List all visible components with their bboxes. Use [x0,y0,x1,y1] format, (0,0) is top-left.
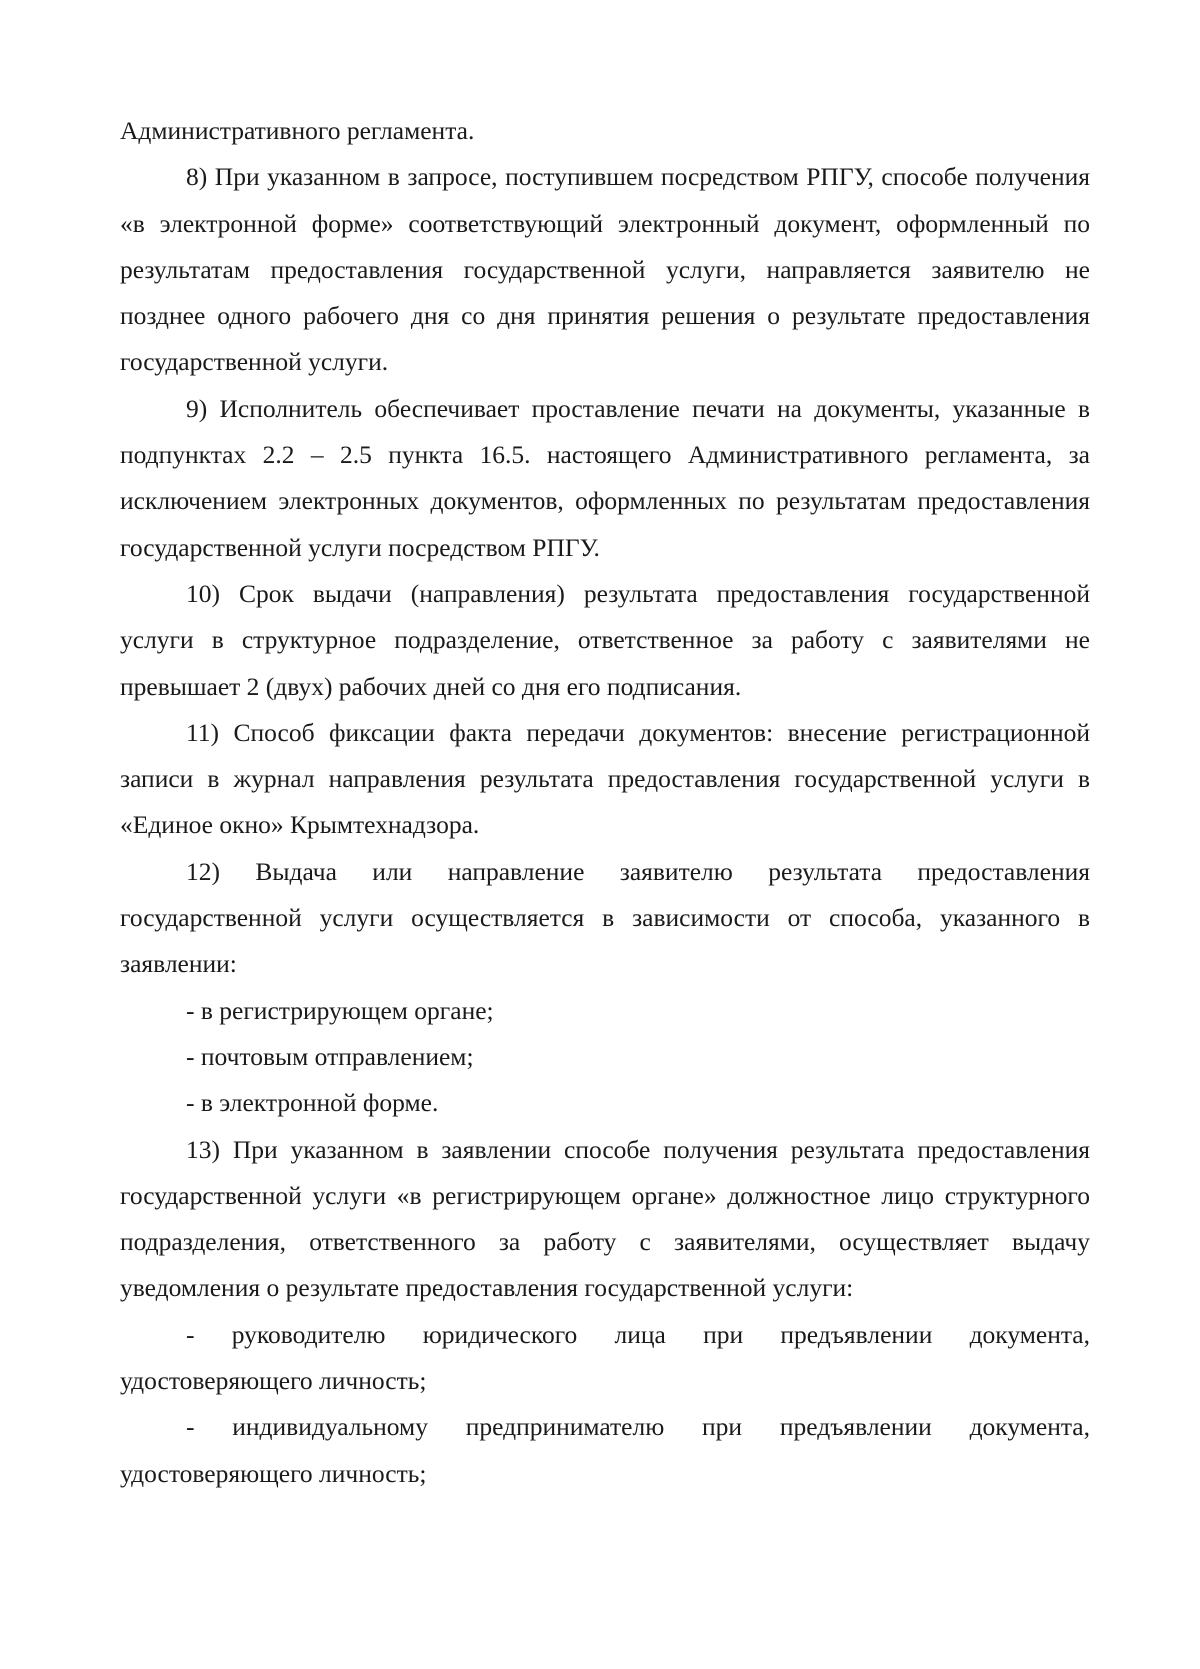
paragraph-item-10: 10) Срок выдачи (направления) результата предоставления государственной услуги в структурное подразделение, ответственное за работу с заявителями не превышает 2 (двух) рабочих дней со дня его подписания. [120,578,1090,701]
list-item: - в регистрирующем органе; [186,995,494,1025]
paragraph-continuation: Административного регламента. [120,116,475,145]
paragraph-item-13: 13) При указанном в заявлении способе получения результата предоставления государственной услуги «в регистрирующем органе» должностное лицо структурного подразделения, ответственного за работу с заявителями, осуществляет выдачу уведомления о результате предоставления государственной услуги: [120,1134,1090,1303]
paragraph-item-12: 12) Выдача или направление заявителю результата предоставления государственной услуги осуществляется в зависимости от способа, указанного в заявлении: [120,856,1090,979]
list-item: - индивидуальному предпринимателю при предъявлении документа, удостоверяющего личность; [120,1412,1090,1488]
list-item: - в электронной форме. [186,1088,439,1118]
document-body [120,108,1090,1497]
paragraph-item-11: 11) Способ фиксации факта передачи документов: внесение регистрационной записи в журнал направления результата предоставления государственной услуги в «Единое окно» Крымтехнадзора. [120,717,1090,840]
list-item: - руководителю юридического лица при предъявлении документа, удостоверяющего личность; [120,1319,1090,1396]
paragraph-item-9: 9) Исполнитель обеспечивает проставление печати на документы, указанные в подпунктах 2.2 – 2.5 пункта 16.5. настоящего Административного регламента, за исключением электронных документов, оформленных по результатам предоставления государственной услуги посредством РПГУ. [120,393,1090,562]
list-item: - почтовым отправлением; [186,1041,474,1071]
paragraph-item-8: 8) При указанном в запросе, поступившем посредством РПГУ, способе получения «в электронной форме» соответствующий электронный документ, оформленный по результатам предоставления государственной услуги, направляется заявителю не позднее одного рабочего дня со дня принятия решения о результате предоставления государственной услуги. [120,162,1090,377]
